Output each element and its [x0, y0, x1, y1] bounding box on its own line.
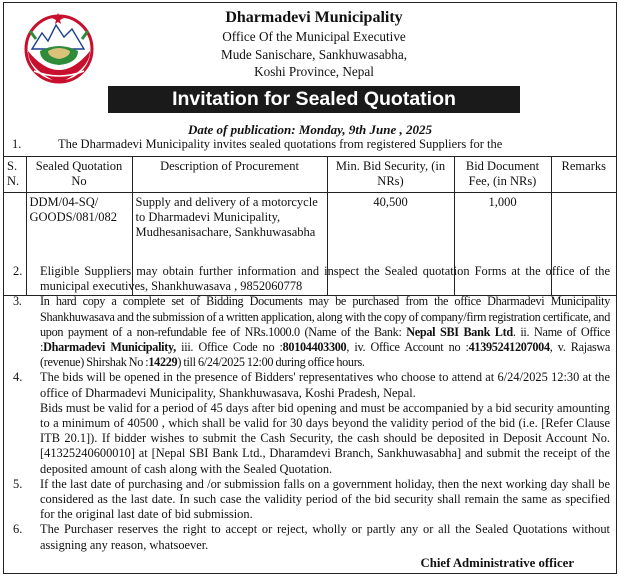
table-header-row [4, 157, 616, 193]
clause-text: Eligible Suppliers may obtain further information and inspect the Sealed quotation Forms at the office of the municipal executives, Shankhuwasava , 9852060778 [40, 264, 610, 294]
cell-quotation-no: DDM/04-SQ/ GOODS/081/082 [26, 193, 132, 296]
clause-4 [4, 370, 616, 476]
office-address: Mude Sanischare, Sankhuwasabha, [220, 46, 408, 62]
bank-name: Nepal SBI Bank Ltd [406, 324, 513, 339]
clause-text: The bids will be opened in the presence of Bidders' representatives who choose to attend at 6/24/2025 12:30 at the office of Dharmadevi Municipality, Shankhuwasava, Koshi Pradesh, Nepal. [40, 370, 610, 400]
letterhead [154, 8, 474, 81]
clause-text: iii. Office Code no : [175, 340, 283, 355]
clause-number: 3. [13, 294, 22, 309]
notice-clauses [4, 264, 616, 553]
shirshak-number: 14229 [148, 355, 178, 370]
notice-frame [3, 2, 617, 574]
item-1 [4, 137, 616, 157]
item-number: 1. [12, 137, 22, 151]
clause-text: , iv. Office Account no : [346, 340, 469, 355]
clause-text: ) till 6/24/2025 12:00 during office hours. [177, 355, 365, 370]
clause-text: The Purchaser reserves the right to accept or reject, wholly or partly any or all the Sealed Quotations without assigning any reason, whatsoever. [40, 522, 610, 552]
col-header-bid-security: Min. Bid Security, (in NRs) [327, 157, 454, 193]
clause-5 [4, 477, 616, 523]
clause-number: 2. [13, 264, 23, 278]
col-header-quotation-no: Sealed Quotation No [26, 157, 132, 193]
clause-number: 4. [13, 370, 23, 385]
cell-description: Supply and delivery of a motorcycle to Dharmadevi Municipality, Mudhesanisachare, Sankhuwasabha [132, 193, 327, 296]
cell-document-fee: 1,000 [454, 193, 551, 296]
clause-text: In hard copy a complete set of Bidding Documents may be purchased from the office Dharmadevi Municipality Shankhuwasava and the submission of a written application, along with the copy of company/firm registration certificate, and upon payment of a non-refundable fee of NRs.1000.0 (Name of the Bank: [40, 294, 610, 339]
account-number: 41395241207004 [468, 340, 550, 355]
clause-text: . ii. Name of Office : [40, 324, 610, 355]
clause-text-continued: Bids must be valid for a period of 45 days after bid opening and must be accompanied by a bid security amounting to a minimum of 40500 , which shall be valid for 30 days beyond the validity period of the bid (i.e. [Refer Clause ITB 20.1]). If bidder wishes to submit the Cash Security, the cash should be deposited in Deposit Account No. [41325240600010] at [Nepal SBI Bank Ltd., Dharamdevi Branch, Sankhuwasabha] and submit the receipt of the deposited amount of cash along with the Sealed Quotation. [40, 400, 610, 476]
nepal-emblem-icon [18, 11, 100, 85]
col-header-remarks: Remarks [551, 157, 616, 193]
province: Koshi Province, Nepal [254, 64, 374, 79]
clause-text: , v. Rajaswa (revenue) Shirshak No : [40, 340, 610, 370]
col-header-document-fee: Bid Document Fee, (in NRs) [454, 157, 551, 193]
clause-2 [4, 264, 616, 294]
clause-number: 6. [13, 522, 23, 537]
publication-date: Date of publication: Monday, 9th June , 2025 [187, 122, 432, 137]
cell-bid-security: 40,500 [327, 193, 454, 296]
col-header-sn: S. N. [4, 157, 26, 193]
municipality-name: Dharmadevi Municipality [225, 9, 403, 26]
signature-title: Chief Administrative officer [420, 556, 574, 570]
clause-text: If the last date of purchasing and /or submission falls on a government holiday, then the next working day shall be considered as the last date. In such case the validity period of the bid security shall remain the same as specified for the original last date of bid submission. [40, 476, 610, 522]
item-text: The Dharmadevi Municipality invites sealed quotations from registered Suppliers for the [58, 137, 503, 151]
office-name: Office Of the Municipal Executive [222, 29, 406, 44]
col-header-description: Description of Procurement [132, 157, 327, 193]
banner-title: Invitation for Sealed Quotation [108, 86, 520, 113]
office-name-bold: Dharmadevi Municipality, [43, 340, 176, 355]
clause-number: 5. [13, 476, 23, 491]
office-code: 80104403300 [282, 340, 347, 355]
clause-6 [4, 522, 616, 552]
clause-3 [4, 294, 616, 370]
